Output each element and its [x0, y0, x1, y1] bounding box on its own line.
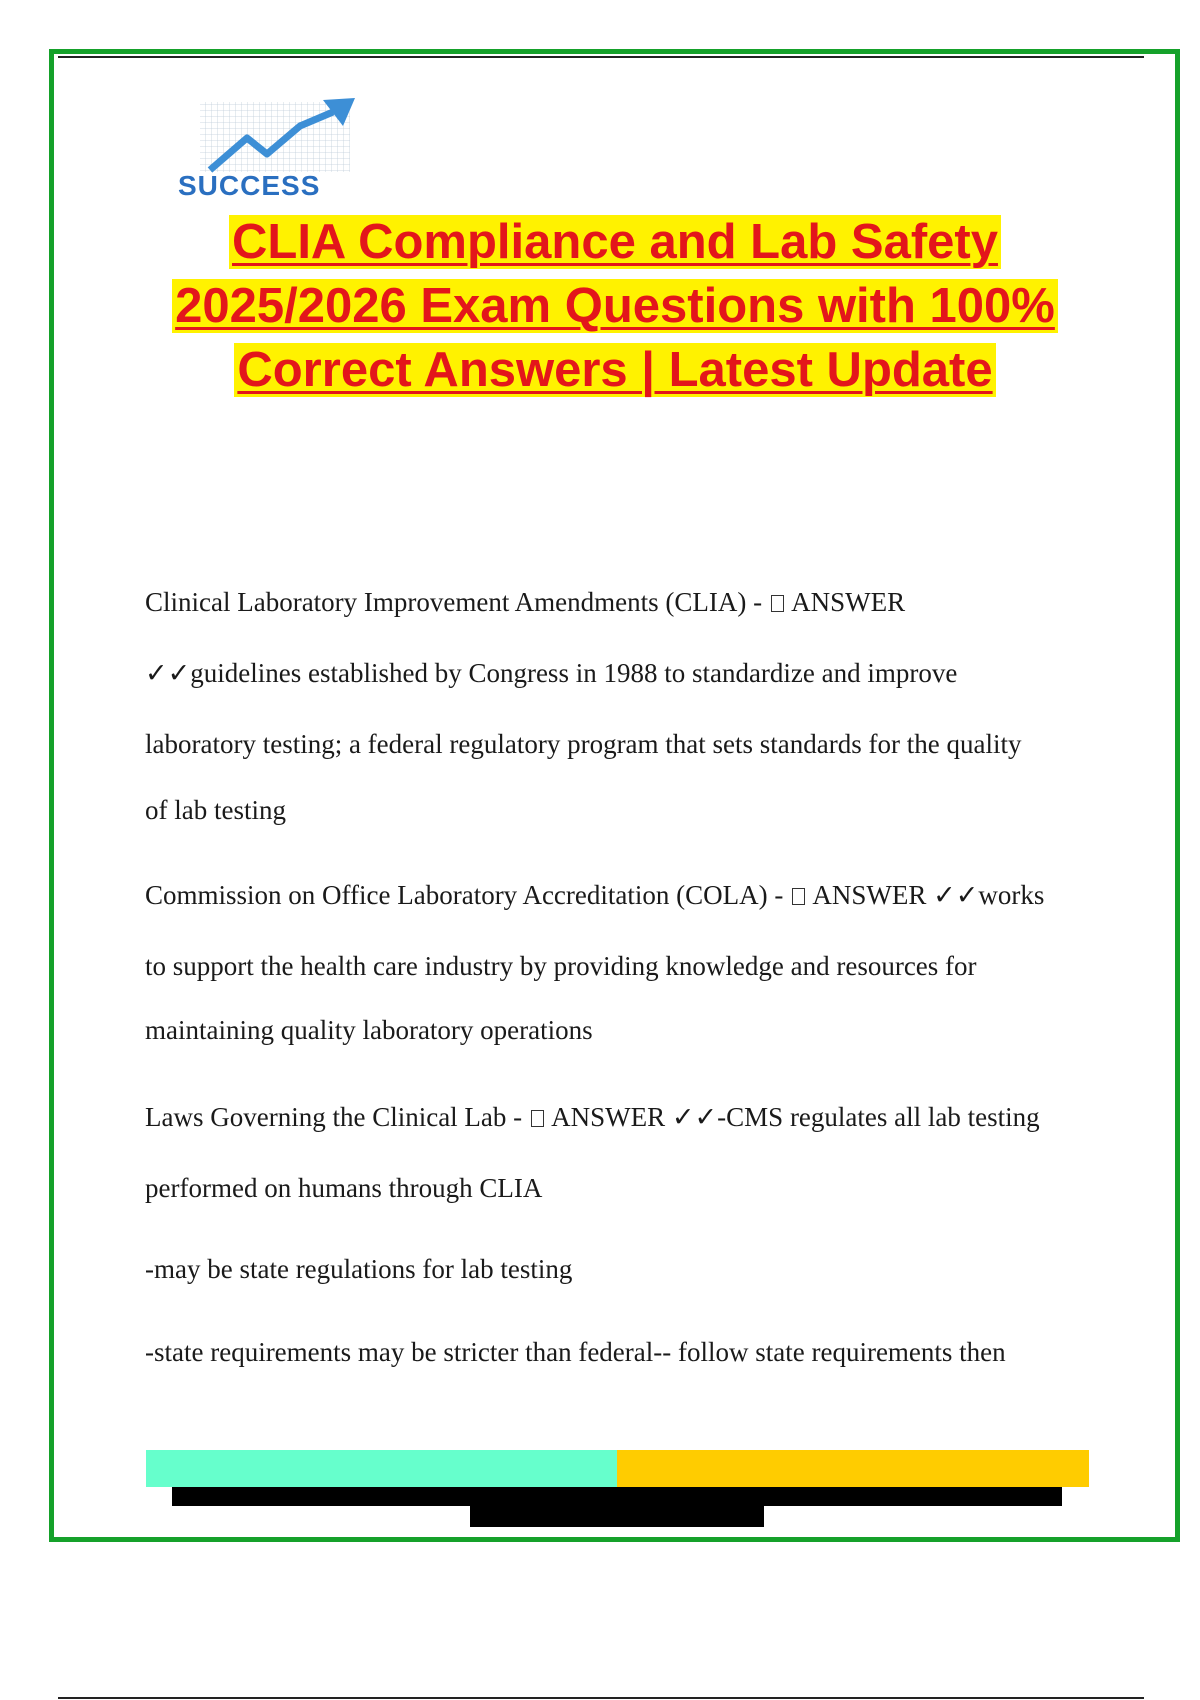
entry-2-line-2: maintaining quality laboratory operations — [145, 1015, 593, 1045]
footer-bar-black-wide — [172, 1487, 1062, 1506]
missing-glyph-icon — [771, 595, 784, 612]
footer-bar-teal — [146, 1450, 617, 1487]
success-logo — [175, 92, 375, 207]
entry-1-line-3: of lab testing — [145, 795, 286, 825]
entry-2-line-1: to support the health care industry by providing knowledge and resources for — [145, 951, 977, 981]
frame-top-rule — [58, 56, 1144, 58]
entry-2-answer-label: ANSWER ✓✓works — [812, 880, 1045, 910]
logo-text: SUCCESS — [178, 170, 321, 201]
entry-1-term: Clinical Laboratory Improvement Amendments (CLIA) - — [145, 587, 769, 617]
entry-3-line-1: performed on humans through CLIA — [145, 1173, 543, 1203]
title-line-1: CLIA Compliance and Lab Safety — [229, 215, 1001, 269]
entry-1-line-2: laboratory testing; a federal regulatory program that sets standards for the quality — [145, 729, 1022, 759]
footer-bar-black-narrow — [470, 1506, 764, 1527]
entry-2-heading — [145, 879, 1105, 912]
entry-3-heading — [145, 1101, 1105, 1134]
title-line-3: Correct Answers | Latest Update — [234, 343, 995, 397]
page-bottom-rule — [58, 1697, 1144, 1699]
entry-2-term: Commission on Office Laboratory Accreditation (COLA) - — [145, 880, 791, 910]
missing-glyph-icon — [792, 888, 805, 905]
entry-1-answer-label: ANSWER — [791, 587, 906, 617]
missing-glyph-icon — [531, 1110, 544, 1127]
entry-1-heading — [145, 586, 1105, 619]
title-line-2: 2025/2026 Exam Questions with 100% — [172, 279, 1058, 333]
entry-3-line-3: -state requirements may be stricter than federal-- follow state requirements then — [145, 1337, 1006, 1367]
entry-3-answer-label: ANSWER ✓✓-CMS regulates all lab testing — [551, 1102, 1040, 1132]
entry-3-term: Laws Governing the Clinical Lab - — [145, 1102, 529, 1132]
entry-3-line-2: -may be state regulations for lab testing — [145, 1254, 573, 1284]
entry-1-line-1: ✓✓guidelines established by Congress in 1988 to standardize and improve — [145, 658, 958, 688]
footer-bar-yellow — [617, 1450, 1089, 1487]
document-title — [120, 210, 1110, 402]
